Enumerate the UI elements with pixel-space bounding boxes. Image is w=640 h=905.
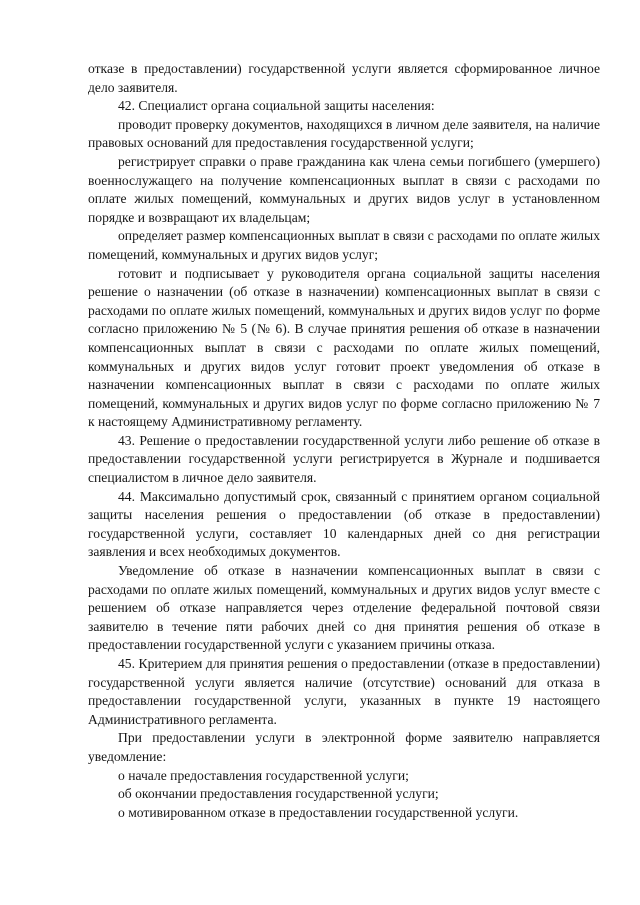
paragraph-43: 43. Решение о предоставлении государственной услуги либо решение об отказе в предоставлении государственной услуги регистрируется в Журнале и подшивается специалистом в личное дело заявителя. bbox=[88, 432, 600, 486]
paragraph-42-item-4: готовит и подписывает у руководителя органа социальной защиты населения решение о назначении (об отказе в назначении) компенсационных выплат в связи с расходами по оплате жилых помещений, коммунальных и других видов услуг по форме согласно приложению № 5 (№ 6). В случае принятия решения об отказе в назначении компенсационных выплат в связи с расходами по оплате жилых помещений, коммунальных и других видов услуг готовит проект уведомления об отказе в назначении компенсационных выплат в связи с расходами по оплате жилых помещений, коммунальных и других видов услуг по форме согласно приложению № 7 к настоящему Административному регламенту. bbox=[88, 265, 600, 430]
paragraph-42-item-3: определяет размер компенсационных выплат в связи с расходами по оплате жилых помещений, коммунальных и других видов услуг; bbox=[88, 228, 600, 262]
paragraph-42-item-1: проводит проверку документов, находящихся в личном деле заявителя, на наличие правовых оснований для предоставления государственной услуги; bbox=[88, 116, 600, 151]
paragraph-45: 45. Критерием для принятия решения о предоставлении (отказе в предоставлении) государственной услуги является наличие (отсутствие) оснований для отказа в предоставлении государственной услуги, указанных в пункте 19 настоящего Административного регламента. bbox=[88, 656, 600, 727]
list-item-start-notice: о начале предоставления государственной услуги; bbox=[118, 767, 409, 783]
list-item-refusal-notice: о мотивированном отказе в предоставлении государственной услуги. bbox=[118, 804, 519, 820]
document-page bbox=[88, 60, 600, 822]
paragraph-electronic-form: При предоставлении услуги в электронной форме заявителю направляется уведомление: bbox=[88, 730, 600, 764]
paragraph-44-notice: Уведомление об отказе в назначении компенсационных выплат в связи с расходами по оплате жилых помещений, коммунальных и других видов услуг вместе с решением об отказе направляется через отделение федеральной почтовой связи заявителю в течение пяти рабочих дней со дня принятия решения об отказе в предоставлении государственной услуги с указанием причины отказа. bbox=[88, 563, 600, 653]
paragraph-continuation: отказе в предоставлении) государственной услуги является сформированное личное дело заявителя. bbox=[88, 61, 600, 95]
paragraph-42-heading: 42. Специалист органа социальной защиты населения: bbox=[118, 98, 435, 114]
paragraph-42-item-2: регистрирует справки о праве гражданина как члена семьи погибшего (умершего) военнослужащего на получение компенсационных выплат в связи с расходами по оплате жилых помещений, коммунальных и других видов услуг в установленном порядке и возвращают их владельцам; bbox=[88, 153, 600, 225]
paragraph-44: 44. Максимально допустимый срок, связанный с принятием органом социальной защиты населения решения о предоставлении (об отказе в предоставлении) государственной услуги, составляет 10 календарных дней со дня регистрации заявления и всех необходимых документов. bbox=[88, 488, 600, 560]
list-item-end-notice: об окончании предоставления государственной услуги; bbox=[118, 786, 439, 802]
